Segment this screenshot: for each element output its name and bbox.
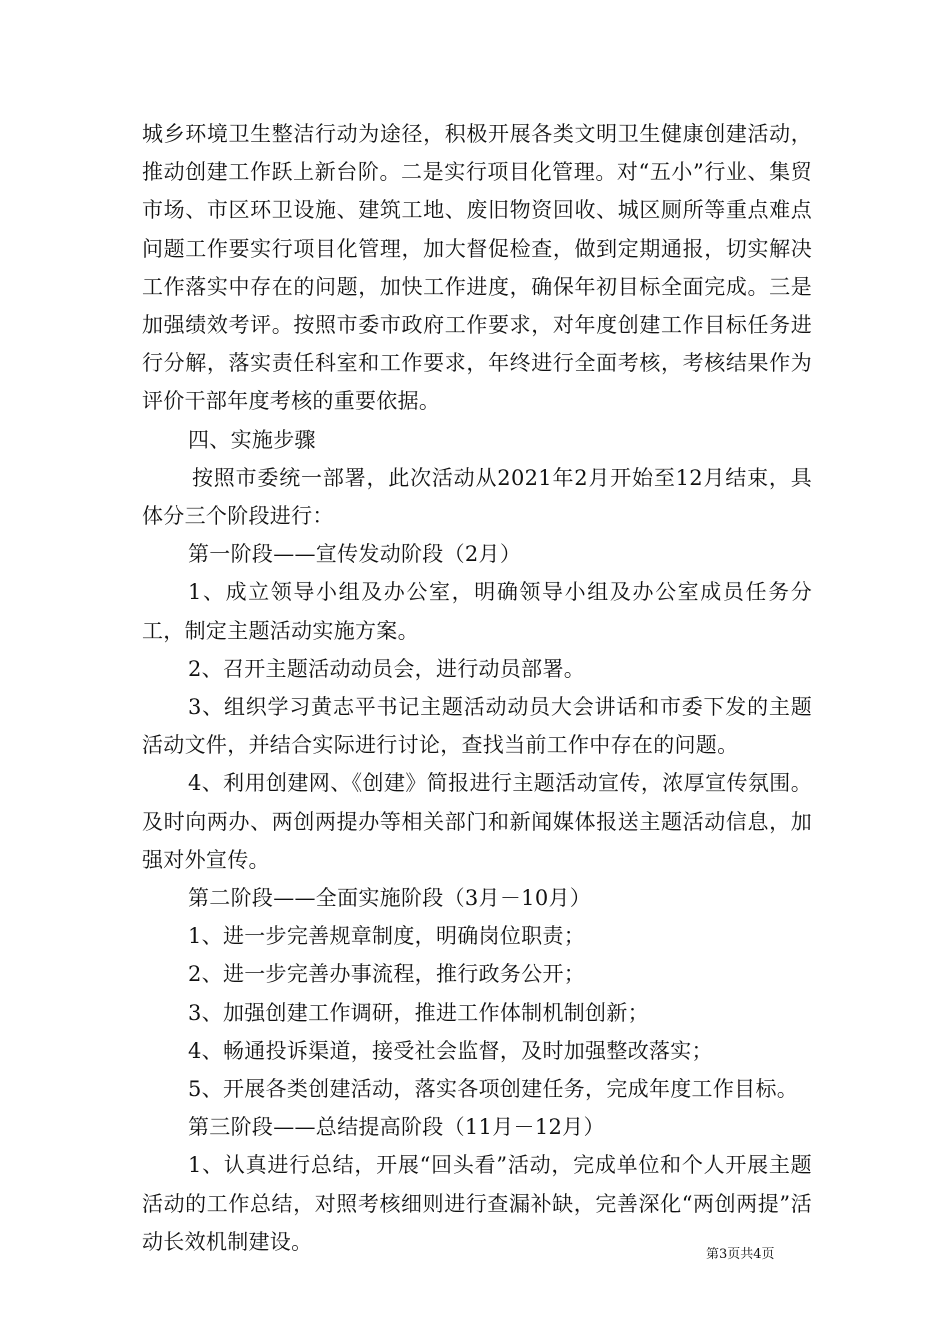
list-item-phase-one-4: 4、利用创建网、《创建》简报进行主题活动宣传，浓厚宣传氛围。及时向两办、两创两提办等相关部门和新闻媒体报送主题活动信息，加强对外宣传。 [142,771,812,872]
paragraph-schedule-overview: 按照市委统一部署，此次活动从2021年2月开始至12月结束，具体分三个阶段进行： [142,465,812,529]
stage-heading-phase-two: 第二阶段——全面实施阶段（3月－10月） [188,886,592,911]
list-item-phase-three-1: 1、认真进行总结，开展“回头看”活动，完成单位和个人开展主题活动的工作总结，对照考核细则进行查漏补缺，完善深化“两创两提”活动长效机制建设。 [142,1153,812,1254]
document-body [142,115,812,1261]
list-item-phase-one-3: 3、组织学习黄志平书记主题活动动员大会讲话和市委下发的主题活动文件，并结合实际进行讨论，查找当前工作中存在的问题。 [142,695,812,758]
section-heading-implementation-steps: 四、实施步骤 [188,427,316,452]
page-number-footer: 第3页共4页 [706,1247,775,1262]
stage-heading-phase-three: 第三阶段——总结提高阶段（11月－12月） [188,1115,605,1140]
list-item-phase-two-4: 4、畅通投诉渠道，接受社会监督，及时加强整改落实； [188,1038,713,1063]
stage-heading-phase-one: 第一阶段——宣传发动阶段（2月） [188,542,522,567]
list-item-phase-two-5: 5、开展各类创建活动，落实各项创建任务，完成年度工作目标。 [188,1077,799,1102]
list-item-phase-one-1: 1、成立领导小组及办公室，明确领导小组及办公室成员任务分工，制定主题活动实施方案。 [142,580,812,643]
list-item-phase-two-2: 2、进一步完善办事流程，推行政务公开； [188,962,586,987]
list-item-phase-two-1: 1、进一步完善规章制度，明确岗位职责； [188,924,586,949]
list-item-phase-one-2: 2、召开主题活动动员会，进行动员部署。 [188,656,586,681]
list-item-phase-two-3: 3、加强创建工作调研，推进工作体制机制创新； [188,1000,649,1025]
paragraph-continued-measures: 城乡环境卫生整洁行动为途径，积极开展各类文明卫生健康创建活动，推动创建工作跃上新台阶。二是实行项目化管理。对“五小”行业、集贸市场、市区环卫设施、建筑工地、废旧物资回收、城区厕所等重点难点问题工作要实行项目化管理，加大督促检查，做到定期通报，切实解决工作落实中存在的问题，加快工作进度，确保年初目标全面完成。三是加强绩效考评。按照市委市政府工作要求，对年度创建工作目标任务进行分解，落实责任科室和工作要求，年终进行全面考核，考核结果作为评价干部年度考核的重要依据。 [142,122,812,414]
